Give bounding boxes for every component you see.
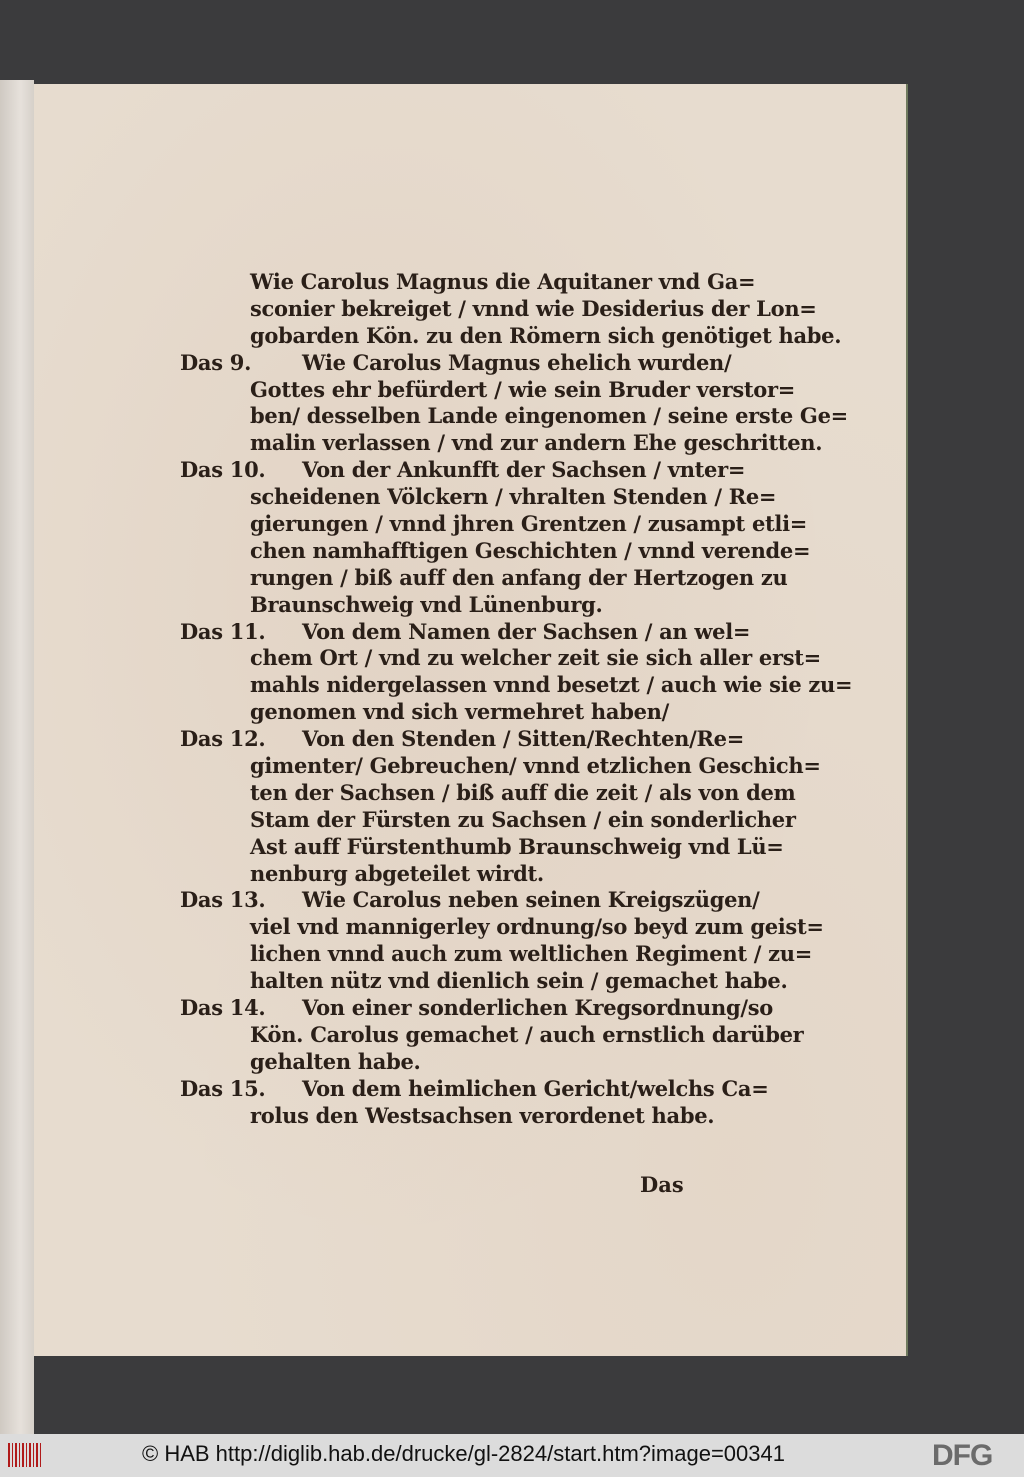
line-text: Kön. Carolus gemachet / auch ernstlich darüber xyxy=(250,1021,804,1047)
text-line xyxy=(180,1021,804,1049)
line-text: scheidenen Völckern / vhralten Stenden / Re= xyxy=(250,484,777,510)
text-line xyxy=(180,645,821,672)
line-text: mahls nidergelassen vnnd besetzt / auch wie sie zu= xyxy=(250,672,853,698)
text-line xyxy=(180,968,788,995)
line-text: sconier bekreiget / vnnd wie Desiderius der Lon= xyxy=(250,295,817,321)
chapter-number: Das 12. xyxy=(180,726,266,752)
barcode-icon xyxy=(8,1443,42,1467)
text-line xyxy=(180,430,823,457)
footer-bar xyxy=(0,1434,1024,1477)
text-line xyxy=(180,592,720,619)
text-line xyxy=(180,537,811,565)
chapter-number: Das 11. xyxy=(180,618,266,644)
line-text: malin verlassen / vnd zur andern Ehe geschritten. xyxy=(250,430,823,456)
line-text: rungen / biß auff den anfang der Hertzogen zu xyxy=(250,564,788,590)
text-line xyxy=(180,484,777,511)
line-text: Gottes ehr befürdert / wie sein Bruder verstor= xyxy=(250,376,796,402)
line-text: ben/ desselben Lande eingenomen / seine erste Ge= xyxy=(250,403,848,429)
chapter-heading-text: Wie Carolus Magnus ehelich wurden/ xyxy=(302,349,732,375)
text-line xyxy=(180,779,796,807)
line-text: Wie Carolus Magnus die Aquitaner vnd Ga= xyxy=(250,269,756,294)
chapter-number: Das 13. xyxy=(180,887,266,913)
chapter-number: Das 9. xyxy=(180,349,252,375)
chapter-heading-text: Von einer sonderlichen Kregsordnung/so xyxy=(302,995,773,1021)
text-line xyxy=(180,1075,769,1103)
text-line xyxy=(180,699,720,726)
text-line xyxy=(180,806,796,834)
line-text: genomen vnd sich vermehret haben/ xyxy=(250,699,669,725)
text-line xyxy=(180,861,720,888)
line-text: nenburg abgeteilet wirdt. xyxy=(250,860,544,886)
chapter-heading-text: Von der Ankunfft der Sachsen / vnter= xyxy=(302,457,746,483)
line-text: gierungen / vnnd jhren Grentzen / zusampt etli= xyxy=(250,511,808,537)
line-text: gimenter/ Gebreuchen/ vnnd etzlichen Geschich= xyxy=(250,753,821,779)
text-line xyxy=(180,726,744,753)
text-line xyxy=(180,564,788,592)
line-text: Braunschweig vnd Lünenburg. xyxy=(250,591,603,617)
text-line xyxy=(180,376,796,404)
line-text: chem Ort / vnd zu welcher zeit sie sich aller erst= xyxy=(250,645,821,671)
text-line xyxy=(180,322,842,350)
line-text: halten nütz vnd dienlich sein / gemachet habe. xyxy=(250,968,788,994)
line-text: Ast auff Fürstenthumb Braunschweig vnd Lü= xyxy=(250,833,784,859)
line-text: gehalten habe. xyxy=(250,1048,421,1074)
chapter-number: Das 15. xyxy=(180,1075,266,1101)
line-text: ten der Sachsen / biß auff die zeit / als von dem xyxy=(250,779,796,805)
text-line xyxy=(180,672,853,699)
text-line xyxy=(180,457,746,484)
text-line xyxy=(180,403,848,430)
text-line xyxy=(180,618,751,646)
table-of-contents-text xyxy=(180,269,853,1130)
catchword: Das xyxy=(640,1172,684,1197)
line-text: lichen vnnd auch zum weltlichen Regiment / zu= xyxy=(250,941,813,967)
line-text: gobarden Kön. zu den Römern sich genötiget habe. xyxy=(250,322,842,348)
text-line xyxy=(180,349,732,377)
text-line xyxy=(180,887,760,914)
chapter-number: Das 14. xyxy=(180,995,266,1021)
chapter-heading-text: Von den Stenden / Sitten/Rechten/Re= xyxy=(302,726,744,752)
text-line xyxy=(180,295,817,323)
book-page xyxy=(34,84,906,1356)
text-line xyxy=(180,914,824,941)
chapter-heading-text: Wie Carolus neben seinen Kreigszügen/ xyxy=(302,887,760,913)
chapter-heading-text: Von dem heimlichen Gericht/welchs Ca= xyxy=(302,1075,769,1101)
chapter-number: Das 10. xyxy=(180,457,266,483)
text-line xyxy=(180,995,773,1022)
footer-credit-link[interactable]: © HAB http://diglib.hab.de/drucke/gl-2824/start.htm?image=00341 xyxy=(142,1441,785,1466)
chapter-heading-text: Von dem Namen der Sachsen / an wel= xyxy=(302,618,751,644)
text-line xyxy=(180,269,756,296)
text-line xyxy=(180,941,813,968)
text-line xyxy=(180,753,821,780)
text-line xyxy=(180,1103,720,1130)
line-text: Stam der Fürsten zu Sachsen / ein sonderlicher xyxy=(250,806,796,832)
line-text: chen namhafftigen Geschichten / vnnd verende= xyxy=(250,537,811,563)
dfg-logo: DFG xyxy=(932,1439,993,1472)
text-line xyxy=(180,511,808,538)
line-text: rolus den Westsachsen verordenet habe. xyxy=(250,1102,715,1128)
adjacent-page-edge xyxy=(0,80,34,1434)
line-text: viel vnd mannigerley ordnung/so beyd zum geist= xyxy=(250,914,824,940)
text-line xyxy=(180,833,784,861)
text-line xyxy=(180,1049,720,1076)
